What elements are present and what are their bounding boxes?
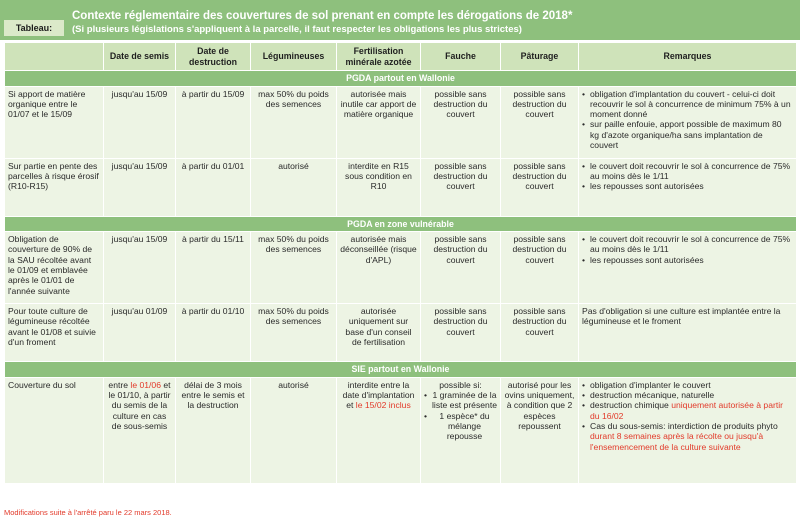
row-label: Obligation de couverture de 90% de la SAU récoltée avant le 01/09 et emblavée après le 01/01 de l'année suivante (5, 232, 104, 304)
semis-highlight: le 01/06 (130, 379, 161, 390)
remarques-list (582, 161, 793, 192)
fertilisation-text: interdite entre la date d'implantation et (342, 379, 415, 411)
section-row (5, 71, 797, 87)
remarque-item: • obligation d'implantation du couvert - celui-ci doit recouvrir le sol à concurrence de minimum 75% à un moment donné (582, 89, 793, 120)
cell-fauche: possible sans destruction du couvert (421, 86, 501, 158)
remarques-list (582, 380, 793, 452)
footnote: Modifications suite à l'arrêté paru le 22 mars 2018. (4, 508, 172, 517)
remarque-text: destruction chimique (590, 400, 672, 411)
remarque-item: • obligation d'implanter le couvert (582, 380, 793, 390)
section-sie-wallonie: SIE partout en Wallonie (5, 362, 797, 378)
remarque-item (582, 421, 793, 452)
cell-destruction: délai de 3 mois entre le semis et la destruction (176, 377, 251, 483)
remarques-list (582, 89, 793, 151)
remarque-highlight: durant 8 semaines après la récolte ou jusqu'à l'ensemencement de la culture suivante (590, 431, 764, 452)
row-label: Si apport de matière organique entre le 01/07 et le 15/09 (5, 86, 104, 158)
col-header-fertilisation: Fertilisation minérale azotée (337, 43, 421, 71)
fauche-list (424, 390, 497, 442)
cell-paturage: autorisé pour les ovins uniquement, à condition que 2 espèces repoussent (501, 377, 579, 483)
table-row (5, 158, 797, 216)
col-header-legumineuses: Légumineuses (251, 43, 337, 71)
col-header-destruction: Date de destruction (176, 43, 251, 71)
col-header-semis: Date de semis (104, 43, 176, 71)
cell-remarques (579, 86, 797, 158)
table-row (5, 86, 797, 158)
cell-fertilisation: autorisée mais inutile car apport de matière organique (337, 86, 421, 158)
remarque-item: • le couvert doit recouvrir le sol à concurrence de 75% au moins dès le 1/11 (582, 234, 793, 255)
row-label: Pour toute culture de légumineuse récoltée avant le 01/08 et suivie d'un froment (5, 304, 104, 362)
fauche-item: • 1 graminée de la liste est présente (424, 390, 497, 411)
section-row (5, 216, 797, 232)
cell-legumineuses: max 50% du poids des semences (251, 86, 337, 158)
col-header-paturage: Pâturage (501, 43, 579, 71)
cell-fauche: possible sans destruction du couvert (421, 304, 501, 362)
table-subtitle: (Si plusieurs législations s'appliquent à la parcelle, il faut respecter les obligations les plus strictes) (72, 24, 522, 35)
cell-remarques (579, 232, 797, 304)
remarque-highlight: uniquement autorisée à partir du 16/02 (590, 400, 784, 421)
cell-paturage: possible sans destruction du couvert (501, 158, 579, 216)
fauche-intro: possible si: (439, 379, 482, 390)
cell-semis: jusqu'au 15/09 (104, 158, 176, 216)
remarque-item (582, 400, 793, 421)
table-tag: Tableau: (4, 20, 64, 36)
cell-remarques (579, 377, 797, 483)
fauche-item: • 1 espèce* du mélange repousse (424, 411, 497, 442)
cell-semis: jusqu'au 15/09 (104, 86, 176, 158)
cell-destruction: à partir du 01/10 (176, 304, 251, 362)
cell-destruction: à partir du 15/09 (176, 86, 251, 158)
col-header-fauche: Fauche (421, 43, 501, 71)
cell-semis: jusqu'au 15/09 (104, 232, 176, 304)
section-pgda-wallonie: PGDA partout en Wallonie (5, 71, 797, 87)
cell-paturage: possible sans destruction du couvert (501, 304, 579, 362)
remarque-item: • sur paille enfouie, apport possible de maximum 80 kg d'azote organique/ha sans implantation de couvert (582, 119, 793, 150)
cell-remarques (579, 158, 797, 216)
semis-text: et le 01/10, à partir du semis de la culture en cas de sous-semis (108, 379, 171, 431)
cell-fertilisation: autorisée uniquement sur base d'un conseil de fertilisation (337, 304, 421, 362)
table-row (5, 304, 797, 362)
cell-destruction: à partir du 15/11 (176, 232, 251, 304)
table-banner (0, 0, 800, 40)
cell-fertilisation: autorisée mais déconseillée (risque d'APL) (337, 232, 421, 304)
cell-legumineuses: autorisé (251, 377, 337, 483)
cell-legumineuses: autorisé (251, 158, 337, 216)
semis-text: entre (108, 379, 131, 390)
cell-fauche: possible sans destruction du couvert (421, 232, 501, 304)
cell-fauche (421, 377, 501, 483)
section-pgda-vulnerable: PGDA en zone vulnérable (5, 216, 797, 232)
row-label: Sur partie en pente des parcelles à risque érosif (R10-R15) (5, 158, 104, 216)
cell-fauche: possible sans destruction du couvert (421, 158, 501, 216)
regulation-table (4, 42, 797, 484)
section-row (5, 362, 797, 378)
table-row (5, 232, 797, 304)
cell-semis (104, 377, 176, 483)
cell-fertilisation (337, 377, 421, 483)
cell-legumineuses: max 50% du poids des semences (251, 304, 337, 362)
row-label: Couverture du sol (5, 377, 104, 483)
cell-paturage: possible sans destruction du couvert (501, 86, 579, 158)
col-header-remarques: Remarques (579, 43, 797, 71)
remarque-text: Cas du sous-semis: interdiction de produits phyto (590, 420, 778, 431)
table-row (5, 377, 797, 483)
cell-destruction: à partir du 01/01 (176, 158, 251, 216)
cell-semis: jusqu'au 01/09 (104, 304, 176, 362)
table-title: Contexte réglementaire des couvertures de sol prenant en compte les dérogations de 2018* (72, 10, 573, 22)
remarque-item: • destruction mécanique, naturelle (582, 390, 793, 400)
remarque-item: • le couvert doit recouvrir le sol à concurrence de 75% au moins dès le 1/11 (582, 161, 793, 182)
remarques-list (582, 234, 793, 265)
col-header-situation (5, 43, 104, 71)
remarque-item: • les repousses sont autorisées (582, 255, 793, 265)
fertilisation-highlight: le 15/02 inclus (355, 400, 411, 411)
cell-legumineuses: max 50% du poids des semences (251, 232, 337, 304)
remarque-item: • les repousses sont autorisées (582, 181, 793, 191)
cell-fertilisation: interdite en R15 sous condition en R10 (337, 158, 421, 216)
cell-remarques: Pas d'obligation si une culture est implantée entre la légumineuse et le froment (579, 304, 797, 362)
cell-paturage: possible sans destruction du couvert (501, 232, 579, 304)
